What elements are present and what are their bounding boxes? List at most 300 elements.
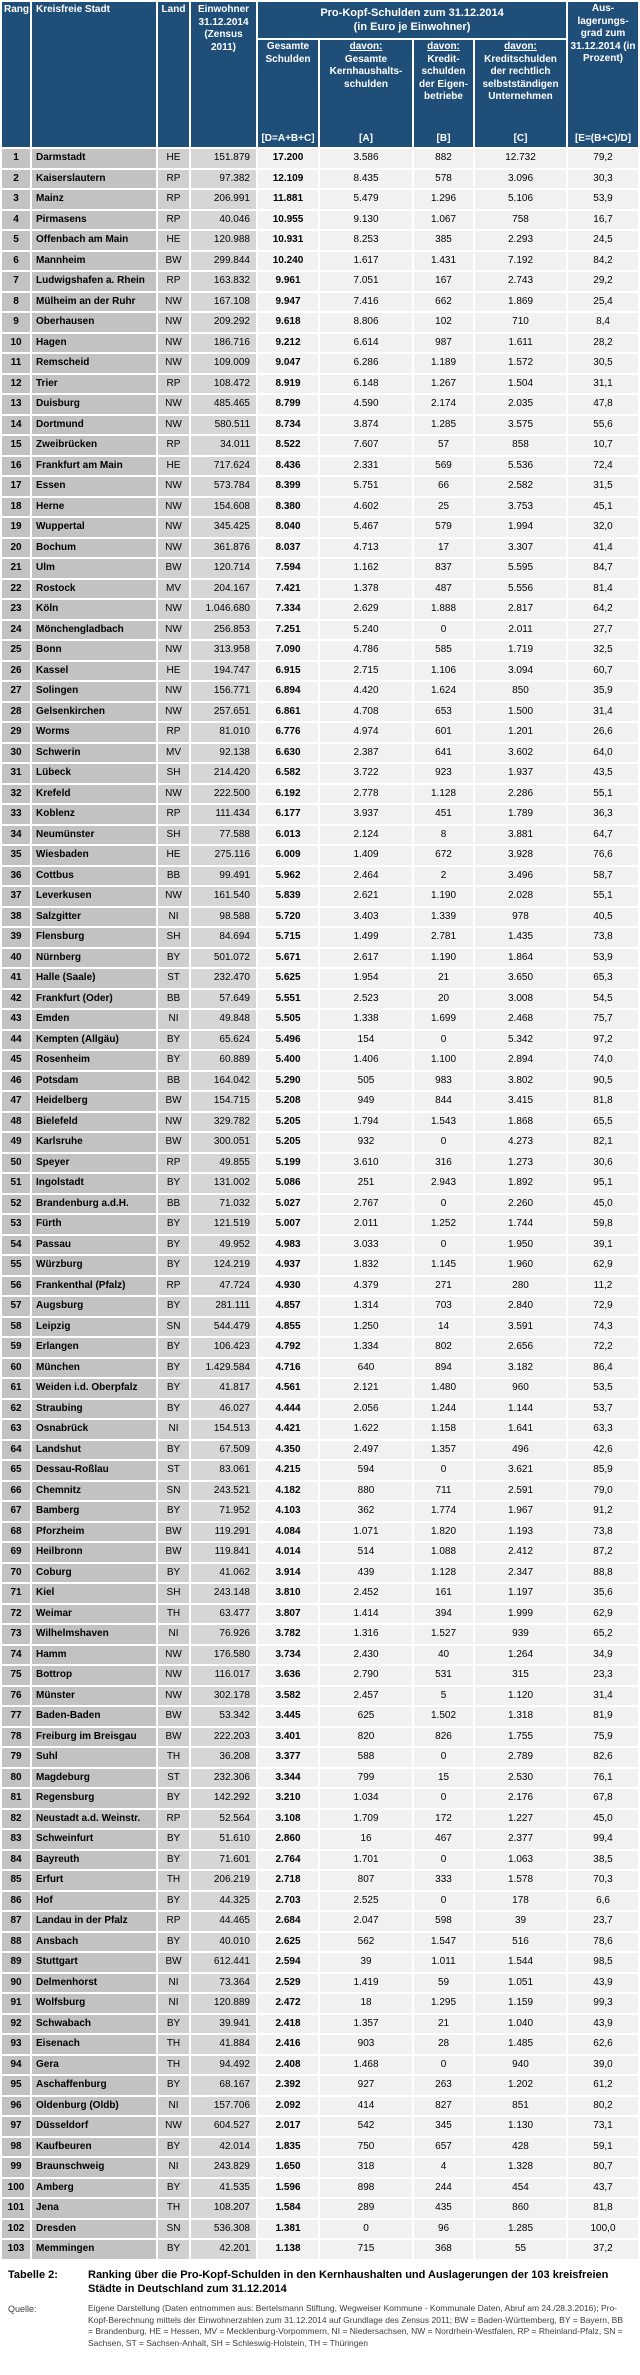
cell-kernhaushalt: 4.708 — [320, 703, 412, 722]
cell-gesamte-schulden: 8.522 — [258, 436, 318, 455]
cell-land: NW — [158, 1113, 189, 1132]
cell-unternehmen: 3.881 — [475, 826, 566, 845]
cell-kernhaushalt: 640 — [320, 1359, 412, 1378]
header-unternehmen — [475, 40, 566, 147]
cell-gesamte-schulden: 10.955 — [258, 211, 318, 230]
cell-rank: 35 — [2, 846, 30, 865]
cell-kernhaushalt: 2.331 — [320, 457, 412, 476]
cell-city: Dresden — [32, 2220, 156, 2239]
cell-unternehmen: 1.789 — [475, 805, 566, 824]
cell-eigenbetriebe: 662 — [414, 293, 473, 312]
cell-city: Wuppertal — [32, 518, 156, 537]
cell-einwohner: 186.716 — [191, 334, 256, 353]
cell-kernhaushalt: 1.622 — [320, 1420, 412, 1439]
cell-einwohner: 67.509 — [191, 1441, 256, 1460]
cell-unternehmen: 3.650 — [475, 969, 566, 988]
cell-gesamte-schulden: 5.400 — [258, 1051, 318, 1070]
cell-city: Worms — [32, 723, 156, 742]
cell-eigenbetriebe: 102 — [414, 313, 473, 332]
cell-land: BY — [158, 1892, 189, 1911]
cell-auslagerungsgrad: 55,1 — [568, 887, 638, 906]
cell-rank: 19 — [2, 518, 30, 537]
cell-auslagerungsgrad: 75,7 — [568, 1010, 638, 1029]
cell-land: NW — [158, 887, 189, 906]
cell-land: HE — [158, 846, 189, 865]
cell-eigenbetriebe: 1.244 — [414, 1400, 473, 1419]
cell-land: BY — [158, 2138, 189, 2157]
cell-land: TH — [158, 1871, 189, 1890]
cell-rank: 38 — [2, 908, 30, 927]
cell-auslagerungsgrad: 85,9 — [568, 1461, 638, 1480]
cell-gesamte-schulden: 6.630 — [258, 744, 318, 763]
cell-rank: 54 — [2, 1236, 30, 1255]
cell-gesamte-schulden: 5.205 — [258, 1133, 318, 1152]
header-gesamte-schulden — [258, 40, 318, 147]
cell-unternehmen: 960 — [475, 1379, 566, 1398]
cell-kernhaushalt: 154 — [320, 1031, 412, 1050]
cell-auslagerungsgrad: 29,2 — [568, 272, 638, 291]
cell-auslagerungsgrad: 58,7 — [568, 867, 638, 886]
table-row — [2, 1031, 638, 1050]
cell-city: Krefeld — [32, 785, 156, 804]
table-row — [2, 395, 638, 414]
table-row — [2, 785, 638, 804]
cell-unternehmen: 1.719 — [475, 641, 566, 660]
cell-einwohner: 71.952 — [191, 1502, 256, 1521]
cell-land: NW — [158, 703, 189, 722]
cell-eigenbetriebe: 802 — [414, 1338, 473, 1357]
cell-rank: 99 — [2, 2158, 30, 2177]
table-row — [2, 1994, 638, 2013]
cell-einwohner: 83.061 — [191, 1461, 256, 1480]
cell-unternehmen: 1.868 — [475, 1113, 566, 1132]
cell-einwohner: 42.201 — [191, 2240, 256, 2259]
cell-unternehmen: 3.096 — [475, 170, 566, 189]
cell-eigenbetriebe: 1.190 — [414, 887, 473, 906]
cell-land: NI — [158, 1625, 189, 1644]
cell-auslagerungsgrad: 80,7 — [568, 2158, 638, 2177]
cell-gesamte-schulden: 9.961 — [258, 272, 318, 291]
cell-rank: 18 — [2, 498, 30, 517]
cell-gesamte-schulden: 5.505 — [258, 1010, 318, 1029]
cell-unternehmen: 39 — [475, 1912, 566, 1931]
cell-land: BY — [158, 1256, 189, 1275]
cell-auslagerungsgrad: 47,8 — [568, 395, 638, 414]
cell-rank: 60 — [2, 1359, 30, 1378]
cell-unternehmen: 5.595 — [475, 559, 566, 578]
cell-kernhaushalt: 289 — [320, 2199, 412, 2218]
cell-city: Mainz — [32, 190, 156, 209]
cell-unternehmen: 2.011 — [475, 621, 566, 640]
cell-land: NW — [158, 416, 189, 435]
table-row — [2, 1113, 638, 1132]
cell-kernhaushalt: 1.468 — [320, 2056, 412, 2075]
cell-unternehmen: 1.967 — [475, 1502, 566, 1521]
table-row — [2, 1502, 638, 1521]
table-row — [2, 1195, 638, 1214]
table-row — [2, 334, 638, 353]
cell-kernhaushalt: 807 — [320, 1871, 412, 1890]
cell-auslagerungsgrad: 79,2 — [568, 149, 638, 168]
cell-einwohner: 71.601 — [191, 1851, 256, 1870]
caption-text: Ranking über die Pro-Kopf-Schulden in den Kernhaushalten und Auslagerungen der 103 kreisfreien Städte in Deutschland zum 31.12.2014 — [88, 2268, 609, 2295]
cell-einwohner: 163.832 — [191, 272, 256, 291]
table-row — [2, 949, 638, 968]
cell-city: Hof — [32, 1892, 156, 1911]
cell-eigenbetriebe: 1.100 — [414, 1051, 473, 1070]
source-text: Eigene Darstellung (Daten entnommen aus: Bertelsmann Stiftung, Wegweiser Kommune - Kommunale Daten, Abruf am 24./28.3.2016); Pro-Kopf-Berechnung mittels der Einwohnerzahlen zum 31.12.2014 auf Grundlage des Zensus 2011; BW = Baden-Württemberg, BY = Bayern, BB = Brandenburg, HE = Hessen, MV = Mecklenburg-Vorpommern, NI = Niedersachsen, NW = Nordrhein-Westfalen, RP = Rheinland-Pfalz, SN = Sachsen, ST = Sachsen-Anhalt, SH = Schleswig-Holstein, TH = Thüringen — [88, 2303, 624, 2348]
cell-auslagerungsgrad: 95,1 — [568, 1174, 638, 1193]
cell-einwohner: 485.465 — [191, 395, 256, 414]
cell-land: RP — [158, 436, 189, 455]
cell-rank: 43 — [2, 1010, 30, 1029]
cell-city: Heilbronn — [32, 1543, 156, 1562]
cell-kernhaushalt: 1.701 — [320, 1851, 412, 1870]
cell-einwohner: 49.855 — [191, 1154, 256, 1173]
cell-gesamte-schulden: 4.855 — [258, 1318, 318, 1337]
cell-eigenbetriebe: 4 — [414, 2158, 473, 2177]
cell-kernhaushalt: 1.832 — [320, 1256, 412, 1275]
cell-rank: 32 — [2, 785, 30, 804]
cell-city: Dessau-Roßlau — [32, 1461, 156, 1480]
cell-land: NI — [158, 908, 189, 927]
cell-rank: 6 — [2, 252, 30, 271]
cell-city: Ingolstadt — [32, 1174, 156, 1193]
cell-kernhaushalt: 8.806 — [320, 313, 412, 332]
cell-city: Trier — [32, 375, 156, 394]
cell-einwohner: 157.706 — [191, 2097, 256, 2116]
cell-gesamte-schulden: 3.344 — [258, 1769, 318, 1788]
cell-rank: 39 — [2, 928, 30, 947]
cell-einwohner: 99.491 — [191, 867, 256, 886]
cell-auslagerungsgrad: 53,5 — [568, 1379, 638, 1398]
cell-eigenbetriebe: 0 — [414, 621, 473, 640]
cell-eigenbetriebe: 172 — [414, 1810, 473, 1829]
table-row — [2, 1523, 638, 1542]
cell-rank: 36 — [2, 867, 30, 886]
cell-kernhaushalt: 1.414 — [320, 1605, 412, 1624]
cell-auslagerungsgrad: 32,0 — [568, 518, 638, 537]
table-row — [2, 600, 638, 619]
cell-eigenbetriebe: 1.543 — [414, 1113, 473, 1132]
cell-eigenbetriebe: 1.106 — [414, 662, 473, 681]
cell-rank: 82 — [2, 1810, 30, 1829]
cell-auslagerungsgrad: 84,7 — [568, 559, 638, 578]
cell-gesamte-schulden: 4.350 — [258, 1441, 318, 1460]
cell-eigenbetriebe: 435 — [414, 2199, 473, 2218]
cell-kernhaushalt: 2.047 — [320, 1912, 412, 1931]
cell-land: NW — [158, 477, 189, 496]
header-kernhaushalt — [320, 40, 412, 147]
cell-auslagerungsgrad: 45,0 — [568, 1195, 638, 1214]
cell-auslagerungsgrad: 26,6 — [568, 723, 638, 742]
cell-gesamte-schulden: 3.401 — [258, 1728, 318, 1747]
cell-city: Weimar — [32, 1605, 156, 1624]
cell-unternehmen: 1.572 — [475, 354, 566, 373]
eigenbetriebe-title: Kredit-schulden der Eigen-betriebe — [419, 53, 468, 102]
table-row — [2, 1441, 638, 1460]
cell-land: NW — [158, 395, 189, 414]
cell-eigenbetriebe: 385 — [414, 231, 473, 250]
table-row — [2, 826, 638, 845]
cell-unternehmen: 2.468 — [475, 1010, 566, 1029]
cell-city: Oldenburg (Oldb) — [32, 2097, 156, 2116]
table-row — [2, 1461, 638, 1480]
cell-rank: 2 — [2, 170, 30, 189]
cell-eigenbetriebe: 703 — [414, 1297, 473, 1316]
cell-city: Landau in der Pfalz — [32, 1912, 156, 1931]
cell-gesamte-schulden: 4.182 — [258, 1482, 318, 1501]
cell-kernhaushalt: 8.435 — [320, 170, 412, 189]
cell-land: NW — [158, 621, 189, 640]
cell-einwohner: 717.624 — [191, 457, 256, 476]
table-caption — [8, 2268, 632, 2297]
cell-einwohner: 142.292 — [191, 1789, 256, 1808]
table-row — [2, 1338, 638, 1357]
cell-eigenbetriebe: 167 — [414, 272, 473, 291]
cell-gesamte-schulden: 4.084 — [258, 1523, 318, 1542]
cell-auslagerungsgrad: 87,2 — [568, 1543, 638, 1562]
cell-gesamte-schulden: 5.962 — [258, 867, 318, 886]
cell-kernhaushalt: 5.240 — [320, 621, 412, 640]
table-row — [2, 1482, 638, 1501]
cell-unternehmen: 1.869 — [475, 293, 566, 312]
cell-eigenbetriebe: 1.357 — [414, 1441, 473, 1460]
cell-gesamte-schulden: 6.192 — [258, 785, 318, 804]
cell-city: Bayreuth — [32, 1851, 156, 1870]
cell-land: BY — [158, 1830, 189, 1849]
cell-kernhaushalt: 1.499 — [320, 928, 412, 947]
cell-land: BY — [158, 1502, 189, 1521]
cell-land: TH — [158, 1605, 189, 1624]
cell-city: Kassel — [32, 662, 156, 681]
table-row — [2, 1256, 638, 1275]
cell-gesamte-schulden: 2.860 — [258, 1830, 318, 1849]
cell-rank: 68 — [2, 1523, 30, 1542]
cell-einwohner: 120.988 — [191, 231, 256, 250]
cell-rank: 23 — [2, 600, 30, 619]
cell-einwohner: 84.694 — [191, 928, 256, 947]
cell-city: Solingen — [32, 682, 156, 701]
cell-kernhaushalt: 1.617 — [320, 252, 412, 271]
cell-city: Oberhausen — [32, 313, 156, 332]
cell-eigenbetriebe: 0 — [414, 1236, 473, 1255]
cell-rank: 84 — [2, 1851, 30, 1870]
cell-einwohner: 232.470 — [191, 969, 256, 988]
table-row — [2, 252, 638, 271]
cell-eigenbetriebe: 0 — [414, 1892, 473, 1911]
cell-city: Emden — [32, 1010, 156, 1029]
cell-eigenbetriebe: 0 — [414, 1031, 473, 1050]
cell-einwohner: 108.472 — [191, 375, 256, 394]
cell-unternehmen: 3.928 — [475, 846, 566, 865]
cell-gesamte-schulden: 2.408 — [258, 2056, 318, 2075]
cell-gesamte-schulden: 2.594 — [258, 1953, 318, 1972]
cell-eigenbetriebe: 531 — [414, 1666, 473, 1685]
cell-gesamte-schulden: 3.445 — [258, 1707, 318, 1726]
cell-gesamte-schulden: 5.086 — [258, 1174, 318, 1193]
cell-kernhaushalt: 880 — [320, 1482, 412, 1501]
cell-city: Leipzig — [32, 1318, 156, 1337]
cell-einwohner: 275.116 — [191, 846, 256, 865]
cell-city: Weiden i.d. Oberpfalz — [32, 1379, 156, 1398]
cell-eigenbetriebe: 657 — [414, 2138, 473, 2157]
gesamte-schulden-formula: [D=A+B+C] — [261, 132, 315, 144]
table-row — [2, 580, 638, 599]
cell-city: Freiburg im Breisgau — [32, 1728, 156, 1747]
table-row — [2, 518, 638, 537]
cell-kernhaushalt: 39 — [320, 1953, 412, 1972]
cell-auslagerungsgrad: 53,9 — [568, 949, 638, 968]
cell-kernhaushalt: 1.357 — [320, 2015, 412, 2034]
cell-einwohner: 68.167 — [191, 2076, 256, 2095]
cell-gesamte-schulden: 2.625 — [258, 1933, 318, 1952]
cell-land: BY — [158, 1789, 189, 1808]
cell-city: Essen — [32, 477, 156, 496]
cell-city: Kempten (Allgäu) — [32, 1031, 156, 1050]
cell-eigenbetriebe: 96 — [414, 2220, 473, 2239]
cell-einwohner: 161.540 — [191, 887, 256, 906]
cell-rank: 49 — [2, 1133, 30, 1152]
cell-land: BY — [158, 2076, 189, 2095]
cell-land: NW — [158, 518, 189, 537]
cell-city: Wolfsburg — [32, 1994, 156, 2013]
cell-land: BW — [158, 1133, 189, 1152]
cell-land: NW — [158, 1666, 189, 1685]
cell-kernhaushalt: 2.525 — [320, 1892, 412, 1911]
table-body — [2, 149, 638, 2259]
cell-rank: 22 — [2, 580, 30, 599]
cell-land: SH — [158, 764, 189, 783]
cell-gesamte-schulden: 6.861 — [258, 703, 318, 722]
table-row — [2, 990, 638, 1009]
cell-city: Speyer — [32, 1154, 156, 1173]
cell-unternehmen: 3.094 — [475, 662, 566, 681]
cell-kernhaushalt: 8.253 — [320, 231, 412, 250]
cell-unternehmen: 2.176 — [475, 1789, 566, 1808]
cell-gesamte-schulden: 3.914 — [258, 1564, 318, 1583]
caption-label: Tabelle 2: — [8, 2268, 58, 2281]
cell-gesamte-schulden: 10.931 — [258, 231, 318, 250]
cell-einwohner: 49.952 — [191, 1236, 256, 1255]
cell-unternehmen: 178 — [475, 1892, 566, 1911]
cell-einwohner: 206.991 — [191, 190, 256, 209]
cell-kernhaushalt: 16 — [320, 1830, 412, 1849]
cell-city: Mülheim an der Ruhr — [32, 293, 156, 312]
cell-city: Kiel — [32, 1584, 156, 1603]
cell-city: Erlangen — [32, 1338, 156, 1357]
cell-city: Pirmasens — [32, 211, 156, 230]
cell-city: Bottrop — [32, 1666, 156, 1685]
cell-unternehmen: 454 — [475, 2179, 566, 2198]
cell-eigenbetriebe: 40 — [414, 1646, 473, 1665]
cell-gesamte-schulden: 2.092 — [258, 2097, 318, 2116]
cell-auslagerungsgrad: 31,1 — [568, 375, 638, 394]
cell-unternehmen: 2.377 — [475, 1830, 566, 1849]
cell-gesamte-schulden: 2.416 — [258, 2035, 318, 2054]
cell-kernhaushalt: 2.621 — [320, 887, 412, 906]
cell-auslagerungsgrad: 59,8 — [568, 1215, 638, 1234]
cell-unternehmen: 860 — [475, 2199, 566, 2218]
cell-city: Duisburg — [32, 395, 156, 414]
cell-eigenbetriebe: 1.189 — [414, 354, 473, 373]
cell-einwohner: 544.479 — [191, 1318, 256, 1337]
cell-gesamte-schulden: 2.764 — [258, 1851, 318, 1870]
cell-unternehmen: 3.621 — [475, 1461, 566, 1480]
cell-gesamte-schulden: 3.582 — [258, 1687, 318, 1706]
cell-auslagerungsgrad: 25,4 — [568, 293, 638, 312]
cell-eigenbetriebe: 1.699 — [414, 1010, 473, 1029]
cell-unternehmen: 2.260 — [475, 1195, 566, 1214]
cell-eigenbetriebe: 1.285 — [414, 416, 473, 435]
cell-land: HE — [158, 149, 189, 168]
cell-einwohner: 57.649 — [191, 990, 256, 1009]
cell-rank: 24 — [2, 621, 30, 640]
cell-eigenbetriebe: 1.128 — [414, 785, 473, 804]
cell-city: Delmenhorst — [32, 1974, 156, 1993]
cell-kernhaushalt: 7.051 — [320, 272, 412, 291]
cell-rank: 40 — [2, 949, 30, 968]
cell-kernhaushalt: 4.590 — [320, 395, 412, 414]
cell-kernhaushalt: 1.409 — [320, 846, 412, 865]
cell-gesamte-schulden: 8.436 — [258, 457, 318, 476]
cell-auslagerungsgrad: 72,4 — [568, 457, 638, 476]
cell-kernhaushalt: 4.713 — [320, 539, 412, 558]
table-row — [2, 969, 638, 988]
cell-eigenbetriebe: 467 — [414, 1830, 473, 1849]
table-row — [2, 2076, 638, 2095]
davon-label-c: davon: — [504, 41, 537, 52]
cell-auslagerungsgrad: 32,5 — [568, 641, 638, 660]
cell-einwohner: 1.429.584 — [191, 1359, 256, 1378]
cell-kernhaushalt: 1.406 — [320, 1051, 412, 1070]
cell-gesamte-schulden: 8.040 — [258, 518, 318, 537]
cell-unternehmen: 55 — [475, 2240, 566, 2259]
prokopf-subtitle: (in Euro je Einwohner) — [353, 21, 471, 33]
cell-land: BW — [158, 1092, 189, 1111]
cell-eigenbetriebe: 451 — [414, 805, 473, 824]
cell-gesamte-schulden: 3.636 — [258, 1666, 318, 1685]
cell-land: NI — [158, 1974, 189, 1993]
cell-land: RP — [158, 1810, 189, 1829]
cell-kernhaushalt: 2.790 — [320, 1666, 412, 1685]
cell-auslagerungsgrad: 73,8 — [568, 928, 638, 947]
cell-eigenbetriebe: 1.527 — [414, 1625, 473, 1644]
cell-gesamte-schulden: 9.618 — [258, 313, 318, 332]
cell-rank: 45 — [2, 1051, 30, 1070]
header-land-label: Land — [161, 4, 186, 15]
cell-city: Straubing — [32, 1400, 156, 1419]
cell-unternehmen: 2.894 — [475, 1051, 566, 1070]
table-row — [2, 764, 638, 783]
cell-land: BY — [158, 2240, 189, 2259]
cell-auslagerungsgrad: 90,5 — [568, 1072, 638, 1091]
cell-kernhaushalt: 1.314 — [320, 1297, 412, 1316]
cell-rank: 91 — [2, 1994, 30, 2013]
cell-einwohner: 345.425 — [191, 518, 256, 537]
cell-unternehmen: 1.202 — [475, 2076, 566, 2095]
cell-land: NW — [158, 1687, 189, 1706]
table-row — [2, 1400, 638, 1419]
table-row — [2, 1892, 638, 1911]
cell-rank: 47 — [2, 1092, 30, 1111]
cell-gesamte-schulden: 4.857 — [258, 1297, 318, 1316]
cell-einwohner: 573.784 — [191, 477, 256, 496]
cell-einwohner: 167.108 — [191, 293, 256, 312]
unternehmen-title: Kreditschulden der rechtlich selbstständigen Unternehmen — [482, 53, 559, 102]
header-einwohner — [191, 2, 256, 147]
cell-auslagerungsgrad: 23,3 — [568, 1666, 638, 1685]
